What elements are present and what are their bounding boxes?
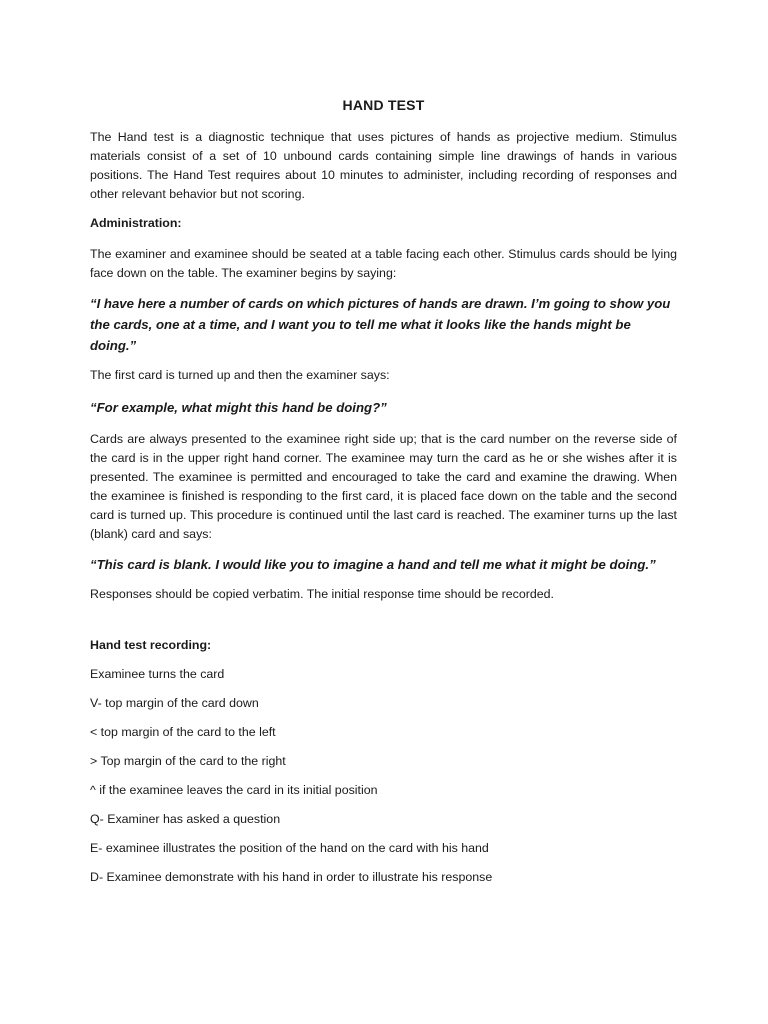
procedure-paragraph: Cards are always presented to the examinee right side up; that is the card number on the reverse side of the card is in the upper right hand corner. The examinee may turn the card as he or she wishes after it is presented. The examinee is permitted and encouraged to take the card and examine the drawing. When the examinee is finished is responding to the first card, it is placed face down on the table and the second card is turned up. This procedure is continued until the last card is reached. The examiner turns up the last (blank) card and says: bbox=[90, 432, 677, 541]
recording-list bbox=[90, 665, 677, 887]
document-body bbox=[90, 96, 677, 897]
recording-item: Examinee turns the card bbox=[90, 667, 225, 681]
recording-item: Q- Examiner has asked a question bbox=[90, 812, 281, 826]
recording-heading: Hand test recording: bbox=[90, 638, 212, 652]
administration-heading: Administration: bbox=[90, 216, 182, 230]
instruction-quote-1: “I have here a number of cards on which pictures of hands are drawn. I’m going to show you the cards, one at a time, and I want you to tell me what it looks like the hands might be doing.” bbox=[90, 296, 671, 353]
first-card-paragraph: The first card is turned up and then the examiner says: bbox=[90, 368, 390, 382]
responses-paragraph: Responses should be copied verbatim. The initial response time should be recorded. bbox=[90, 587, 555, 601]
administration-paragraph: The examiner and examinee should be seated at a table facing each other. Stimulus cards should be lying face down on the table. The examiner begins by saying: bbox=[90, 247, 677, 280]
page-title: HAND TEST bbox=[342, 97, 425, 113]
recording-item: > Top margin of the card to the right bbox=[90, 754, 286, 768]
recording-item: ^ if the examinee leaves the card in its initial position bbox=[90, 783, 378, 797]
instruction-quote-2: “For example, what might this hand be doing?” bbox=[90, 400, 387, 415]
recording-item: < top margin of the card to the left bbox=[90, 725, 276, 739]
recording-item: E- examinee illustrates the position of the hand on the card with his hand bbox=[90, 841, 489, 855]
recording-item: V- top margin of the card down bbox=[90, 696, 259, 710]
instruction-quote-3: “This card is blank. I would like you to imagine a hand and tell me what it might be doing.” bbox=[90, 557, 656, 572]
intro-paragraph: The Hand test is a diagnostic technique that uses pictures of hands as projective medium. Stimulus materials consist of a set of 10 unbound cards containing simple line drawings of hands in various positions. The Hand Test requires about 10 minutes to administer, including recording of responses and other relevant behavior but not scoring. bbox=[90, 130, 677, 201]
recording-item: D- Examinee demonstrate with his hand in order to illustrate his response bbox=[90, 870, 493, 884]
